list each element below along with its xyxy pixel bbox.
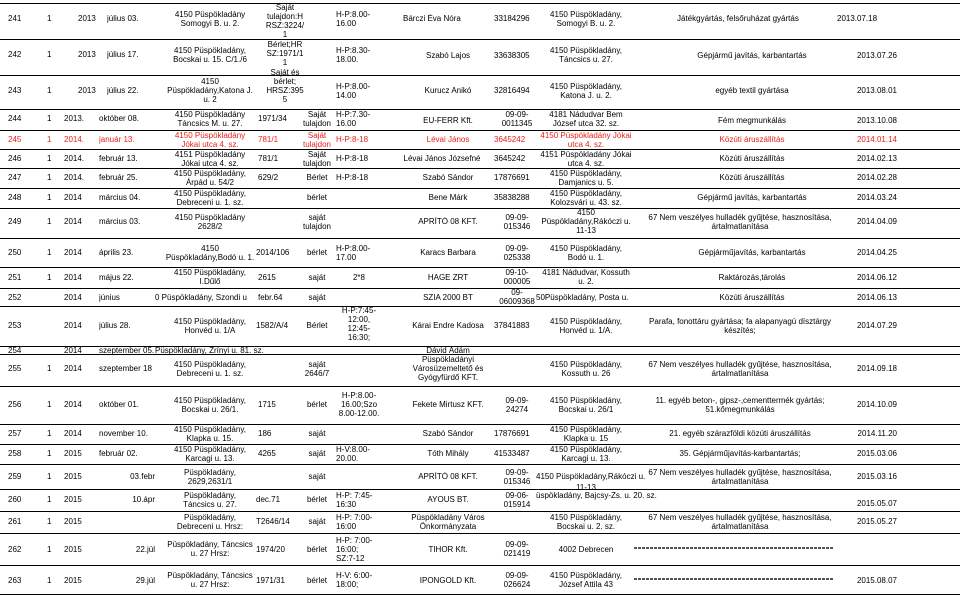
cell-r247-11: Közúti áruszállítás — [719, 173, 785, 182]
cell-r247-8: Szabó Sándor — [422, 173, 474, 182]
cell-r247-10: 4150 Püspökladány, Damjanics u. 5. — [550, 169, 622, 187]
cell-r253-4: 1582/A/4 — [256, 321, 289, 330]
cell-r246-11: Közúti áruszállítás — [719, 154, 785, 163]
cell-r255-0: 255 — [8, 364, 22, 373]
cell-r258-10: 4150 Püspökladány, Karcagi u. 13. — [550, 445, 622, 463]
cell-r250-4: 4150 Püspökladány,Bodó u. 1. — [165, 244, 255, 262]
cell-r252-5: saját — [308, 293, 326, 302]
cell-r245-6: Saját tulajdon — [302, 131, 332, 149]
cell-r242-9: 4150 Püspökladány, Táncsics u. 27. — [550, 46, 622, 64]
cell-r243-2: 2013 — [78, 86, 96, 95]
cell-r245-12: 2014.01.14 — [856, 135, 897, 144]
cell-r259-5: saját — [308, 472, 326, 481]
cell-r251-2: 2014 — [64, 273, 82, 282]
cell-r255-8: 67 Nem veszélyes hulladék gyűjtése, hasznosítása, ártalmatlanítása — [648, 360, 832, 378]
cell-r241-6: H-P:8.00- 16.00 — [336, 10, 371, 28]
cell-r252-8: 50Püspökladány, Posta u. — [536, 293, 629, 302]
row-divider — [0, 130, 960, 131]
cell-r258-7: H-V:8.00- 20.00. — [336, 445, 370, 463]
cell-r257-1: 1 — [47, 429, 52, 438]
cell-r252-1: 2014 — [64, 293, 82, 302]
cell-r260-7: H-P: 7:45- 16:30 — [336, 491, 373, 509]
cell-r244-8: EU-FERR Kft. — [423, 116, 473, 125]
cell-r249-0: 249 — [8, 217, 22, 226]
cell-r250-2: 2014 — [64, 248, 82, 257]
cell-r241-9: 4150 Püspökladány, Somogyi B. u. 2. — [550, 10, 622, 28]
cell-r250-11: Gépjárműjavítás, karbantartás — [698, 248, 806, 257]
cell-r251-6: saját — [308, 273, 326, 282]
cell-r241-2: 2013 — [78, 14, 96, 23]
cell-r258-6: saját — [308, 449, 326, 458]
cell-r263-3: 29.júl — [135, 576, 155, 585]
cell-r251-12: 2014.06.12 — [856, 273, 897, 282]
cell-r244-12: 2013.10.08 — [856, 116, 897, 125]
cell-r244-3: október 08. — [99, 114, 140, 123]
cell-r257-7: Szabó Sándor — [422, 429, 474, 438]
cell-r252-4: febr.64 — [258, 293, 283, 302]
row-divider — [0, 168, 960, 169]
cell-r247-3: február 25. — [99, 173, 138, 182]
cell-r251-4: 4150 Püspökladány, I.Dűlő — [174, 268, 246, 286]
cell-r248-6: Bene Márk — [428, 193, 468, 202]
cell-r256-5: 1715 — [258, 400, 276, 409]
row-divider — [0, 511, 960, 512]
cell-r241-10: Játékgyártás, felsőruházat gyártás — [677, 14, 799, 23]
cell-r263-6: bérlet — [306, 576, 327, 585]
cell-r246-3: február 13. — [99, 154, 138, 163]
cell-r248-3: március 04. — [99, 193, 141, 202]
tiny-note-note262 — [634, 547, 834, 549]
cell-r260-8: AYOUS BT. — [427, 495, 469, 504]
cell-r246-8: Lévai János Józsefné — [403, 154, 481, 163]
cell-r243-0: 243 — [8, 86, 22, 95]
cell-r250-8: Karacs Barbara — [420, 248, 476, 257]
cell-r253-8: 37841883 — [494, 321, 530, 330]
cell-r252-2: június — [99, 293, 120, 302]
cell-r261-6: H-P: 7:00- 16:00 — [336, 513, 373, 531]
cell-r251-1: 1 — [47, 273, 52, 282]
cell-r258-0: 258 — [8, 449, 22, 458]
cell-r243-5: Saját és bérlet; HRSZ:395 5 — [266, 68, 304, 104]
cell-r245-10: 4150 Püspökladány Jókai utca 4. sz. — [540, 131, 632, 149]
cell-r248-8: 4150 Püspökladány, Kolozsvári u. 43. sz. — [550, 189, 622, 207]
cell-r252-0: 252 — [8, 293, 22, 302]
cell-r263-5: 1971/31 — [256, 576, 285, 585]
cell-r259-0: 259 — [8, 472, 22, 481]
cell-r262-9: 09-09- 021419 — [503, 540, 531, 558]
cell-r259-9: 67 Nem veszélyes hulladék gyűjtése, hasznosítása, ártalmatlanítása — [648, 468, 832, 486]
cell-r257-11: 2014.11.20 — [857, 429, 897, 438]
cell-r256-4: 4150 Püspökladány, Bocskai u. 26/1. — [174, 396, 246, 414]
cell-r257-4: 4150 Püspökladány, Klapka u. 15. — [174, 425, 246, 443]
cell-r262-6: bérlet — [306, 545, 327, 554]
cell-r245-0: 245 — [8, 135, 22, 144]
cell-r263-9: 09-09- 026624 — [503, 571, 531, 589]
cell-r261-2: 2015 — [64, 517, 82, 526]
cell-r249-5: saját tulajdon — [302, 213, 332, 231]
cell-r244-0: 244 — [8, 114, 22, 123]
cell-r243-8: 32816494 — [494, 86, 530, 95]
cell-r253-5: Bérlet — [306, 321, 328, 330]
cell-r260-9: 09-06- 015914 — [503, 491, 531, 509]
cell-r241-4: 4150 Püspökladány Somogyi B. u. 2. — [174, 10, 246, 28]
cell-r242-4: 4150 Püspökladány, Bocskai u. 15. C/1./6 — [173, 46, 247, 64]
cell-r246-4: 4151 Püspökladány Jókai utca 4. sz. — [174, 150, 246, 168]
cell-r252-6: SZIA 2000 BT — [423, 293, 473, 302]
cell-r263-4: Püspökladány, Táncsics u. 27 Hrsz: — [167, 571, 253, 589]
cell-r251-8: HAGE ZRT — [427, 273, 469, 282]
row-divider — [0, 386, 960, 387]
cell-r258-3: február 02. — [99, 449, 138, 458]
cell-r242-7: Szabó Lajos — [425, 51, 471, 60]
row-divider — [0, 565, 960, 566]
cell-r251-7: 2*8 — [352, 273, 365, 282]
cell-r262-4: Püspökladány, Táncsics u. 27 Hrsz: — [167, 540, 253, 558]
cell-r260-2: 2015 — [64, 495, 82, 504]
cell-r255-6: Püspökladányi Városüzemeltető és Gyógyfürdő KFT. — [412, 355, 484, 382]
cell-r258-8: Tóth Mihály — [427, 449, 469, 458]
row-divider — [0, 75, 960, 76]
cell-r245-7: H-P:8-18 — [336, 135, 369, 144]
cell-r246-1: 1 — [47, 154, 52, 163]
cell-r248-2: 2014 — [64, 193, 82, 202]
cell-r249-2: 2014 — [64, 217, 82, 226]
cell-r255-1: 1 — [47, 364, 52, 373]
cell-r246-12: 2014.02.13 — [856, 154, 897, 163]
cell-r257-5: 186 — [258, 429, 272, 438]
row-divider — [0, 188, 960, 189]
cell-r259-8: 4150 Püspökladány,Rákóczi u. — [536, 472, 646, 481]
cell-r261-9: 67 Nem veszélyes hulladék gyűjtése, hasznosítása, ártalmatlanítása — [648, 513, 832, 531]
cell-r246-7: H-P:8-18 — [336, 154, 369, 163]
cell-r260-12: 2015.05.07 — [856, 499, 897, 508]
cell-r253-10: Parafa, fonottáru gyártása; fa alapanyagú dísztárgy készítés; — [649, 317, 831, 335]
cell-r247-5: 629/2 — [258, 173, 279, 182]
cell-r262-7: H-P: 7:00- 16:00; SZ:7-12 — [336, 536, 373, 563]
cell-r255-3: szeptember 18 — [99, 364, 152, 373]
cell-r251-9: 09-10- 000005 — [503, 268, 531, 286]
cell-r244-6: Saját tulajdon — [302, 110, 332, 128]
cell-r254-0: 254 — [8, 346, 22, 355]
cell-r246-5: 781/1 — [258, 154, 279, 163]
cell-r257-3: november 10. — [99, 429, 148, 438]
cell-r263-1: 1 — [47, 576, 52, 585]
cell-r255-2: 2014 — [64, 364, 82, 373]
cell-r250-1: 1 — [47, 248, 52, 257]
cell-r260-10: üspökladány, Bajcsy-Zs. u. 20. sz. — [536, 491, 657, 500]
cell-r245-11: Közúti áruszállítás — [719, 135, 785, 144]
cell-r242-10: Gépjármű javítás, karbantartás — [697, 51, 807, 60]
cell-r258-4: 4150 Püspökladány, Karcagi u. 13. — [174, 445, 246, 463]
cell-r245-2: 2014. — [64, 135, 85, 144]
cell-r254-1: 2014 — [64, 346, 82, 355]
row-divider — [0, 39, 960, 40]
cell-r242-3: július 17. — [107, 50, 139, 59]
cell-r260-5: dec.71 — [256, 495, 281, 504]
cell-r250-5: 2014/106 — [256, 248, 290, 257]
cell-r260-4: Püspökladány, Táncsics u. 27. — [183, 491, 237, 509]
cell-r244-5: 1971/34 — [258, 114, 287, 123]
cell-r248-5: bérlet — [306, 193, 327, 202]
cell-r258-5: 4265 — [258, 449, 276, 458]
row-divider — [0, 424, 960, 425]
cell-r248-4: 4150 Püspökladány, Debreceni u. 1. sz. — [174, 189, 246, 207]
cell-r243-6: H-P:8.00- 14.00 — [336, 82, 371, 100]
cell-r260-11: 11-13 — [576, 483, 596, 492]
cell-r260-3: 10.ápr — [132, 495, 155, 504]
cell-r261-3: Püspökladány, Debreceni u. Hrsz: — [176, 513, 244, 531]
cell-r262-1: 1 — [47, 545, 52, 554]
row-divider — [0, 238, 960, 239]
cell-r263-2: 2015 — [64, 576, 82, 585]
cell-r256-6: bérlet — [306, 400, 327, 409]
cell-r256-7: H-P:8.00- 16.00;Szo 8.00-12.00. — [338, 391, 380, 418]
row-divider — [0, 489, 960, 490]
cell-r247-2: 2014. — [64, 173, 85, 182]
cell-r251-3: május 22. — [99, 273, 134, 282]
cell-r245-1: 1 — [47, 135, 52, 144]
cell-r262-5: 1974/20 — [256, 545, 285, 554]
cell-r245-8: Lévai János — [426, 135, 470, 144]
cell-r257-8: 17876691 — [494, 429, 530, 438]
cell-r263-7: H-V: 6:00- 18:00; — [336, 571, 373, 589]
cell-r261-5: saját — [308, 517, 326, 526]
cell-r254-3: Püspökladány, Zrínyi u. 81. sz. — [155, 346, 264, 355]
cell-r262-3: 22.júl — [135, 545, 155, 554]
cell-r259-1: 1 — [47, 472, 52, 481]
cell-r248-1: 1 — [47, 193, 52, 202]
cell-r241-7: Bárczi Éva Nóra — [403, 14, 461, 23]
cell-r252-10: 2014.06.13 — [856, 293, 897, 302]
cell-r250-9: 09-09- 025338 — [503, 244, 531, 262]
cell-r249-1: 1 — [47, 217, 52, 226]
cell-r241-3: július 03. — [107, 14, 139, 23]
cell-r248-9: Gépjármű javítás, karbantartás — [697, 193, 807, 202]
row-divider — [0, 444, 960, 445]
cell-r250-6: bérlet — [306, 248, 327, 257]
cell-r262-0: 262 — [8, 545, 22, 554]
cell-r250-0: 250 — [8, 248, 22, 257]
cell-r245-4: 4150 Püspökladány Jókai utca 4. sz. — [174, 131, 246, 149]
cell-r256-9: 09-09- 24274 — [505, 396, 529, 414]
cell-r262-10: 4002 Debrecen — [558, 545, 614, 554]
cell-r256-10: 4150 Püspökladány, Bocskai u. 26/1 — [550, 396, 622, 414]
cell-r241-11: 2013.07.18 — [837, 14, 878, 23]
cell-r263-10: 4150 Püspökladány, József Attila 43 — [550, 571, 622, 589]
cell-r247-4: 4150 Püspökladány, Árpád u. 54/2 — [174, 169, 246, 187]
cell-r252-9: Közúti áruszállítás — [719, 293, 785, 302]
cell-r243-3: július 22. — [107, 86, 139, 95]
row-divider — [0, 267, 960, 268]
cell-r253-2: július 28. — [99, 321, 131, 330]
cell-r259-7: 09-09- 015346 — [503, 468, 531, 486]
cell-r251-11: Raktározás,tárolás — [718, 273, 786, 282]
cell-r248-7: 35838288 — [494, 193, 530, 202]
cell-r247-0: 247 — [8, 173, 22, 182]
cell-r244-4: 4150 Püspökladány Táncsics M. u. 27. — [174, 110, 246, 128]
cell-r243-10: egyéb textil gyártása — [715, 86, 789, 95]
cell-r249-9: 67 Nem veszélyes hulladék gyűjtése, hasznosítása, ártalmatlanítása — [648, 213, 832, 231]
row-divider — [0, 109, 960, 110]
cell-r247-7: H-P:8-18 — [336, 173, 369, 182]
cell-r256-2: 2014 — [64, 400, 82, 409]
cell-r249-3: március 03. — [99, 217, 141, 226]
cell-r255-4: 4150 Püspökladány, Debreceni u. 1. sz. — [174, 360, 246, 378]
cell-r246-0: 246 — [8, 154, 22, 163]
row-divider — [0, 464, 960, 465]
cell-r255-5: saját 2646/7 — [304, 360, 330, 378]
cell-r256-8: Fekete Mirtusz KFT. — [412, 400, 484, 409]
cell-r250-10: 4150 Püspökladány, Bodó u. 1. — [550, 244, 622, 262]
cell-r261-10: 2015.05.27 — [856, 517, 897, 526]
row-divider — [0, 208, 960, 209]
cell-r242-6: H-P:8.30- 18.00. — [336, 46, 371, 64]
cell-r252-3: 0 Püspökladány, Szondi u — [155, 293, 247, 302]
cell-r258-1: 1 — [47, 449, 52, 458]
cell-r258-2: 2015 — [64, 449, 82, 458]
cell-r257-2: 2014 — [64, 429, 82, 438]
cell-r247-9: 17876691 — [494, 173, 530, 182]
cell-r253-11: 2014.07.29 — [856, 321, 897, 330]
cell-r242-2: 2013 — [78, 50, 96, 59]
cell-r245-5: 781/1 — [258, 135, 279, 144]
cell-r251-5: 2615 — [258, 273, 276, 282]
tiny-note-note263 — [634, 578, 834, 580]
cell-r253-3: 4150 Püspökladány, Honvéd u. 1/A — [174, 317, 246, 335]
cell-r247-1: 1 — [47, 173, 52, 182]
cell-r242-1: 1 — [47, 50, 52, 59]
cell-r255-9: 2014.09.18 — [856, 364, 897, 373]
row-divider — [0, 533, 960, 534]
cell-r248-10: 2014.03.24 — [856, 193, 897, 202]
cell-r262-8: TIHOR Kft. — [428, 545, 468, 554]
cell-r258-11: 35. Gépjárműjavítás-karbantartás; — [679, 449, 801, 458]
cell-r262-2: 2015 — [64, 545, 82, 554]
cell-r259-2: 2015 — [64, 472, 82, 481]
cell-r252-7: 09- 06009368 — [499, 288, 535, 306]
cell-r249-10: 2014.04.09 — [856, 217, 897, 226]
cell-r241-8: 33184296 — [494, 14, 530, 23]
cell-r244-10: 4181 Nádudvar Bem József utca 32. sz. — [549, 110, 623, 128]
cell-r256-0: 256 — [8, 400, 22, 409]
cell-r243-7: Kurucz Anikó — [424, 86, 472, 95]
cell-r253-9: 4150 Püspökladány, Honvéd u. 1/A. — [550, 317, 622, 335]
cell-r263-11: 2015.08.07 — [856, 576, 897, 585]
cell-r260-6: bérlet — [306, 495, 327, 504]
cell-r244-9: 09-09- 0011345 — [501, 110, 533, 128]
cell-r257-6: saját — [308, 429, 326, 438]
cell-r241-5: Saját tulajdon:H RSZ:3224/ 1 — [265, 3, 305, 39]
cell-r244-1: 1 — [47, 114, 52, 123]
cell-r253-7: Kárai Endre Kadosa — [412, 321, 484, 330]
cell-r242-0: 242 — [8, 50, 22, 59]
cell-r253-0: 253 — [8, 321, 22, 330]
cell-r249-7: 09-09- 015346 — [503, 213, 531, 231]
cell-r246-9: 3645242 — [494, 154, 526, 163]
cell-r261-7: Püspökladány Város Önkormányzata — [411, 513, 485, 531]
cell-r253-1: 2014 — [64, 321, 82, 330]
cell-r241-0: 241 — [8, 14, 22, 23]
cell-r251-10: 4181 Nádudvar, Kossuth u. 2. — [542, 268, 630, 286]
cell-r249-6: APRÍTÓ 08 KFT. — [418, 217, 478, 226]
cell-r250-12: 2014.04.25 — [856, 248, 897, 257]
cell-r243-1: 1 — [47, 86, 52, 95]
cell-r256-1: 1 — [47, 400, 52, 409]
cell-r259-6: APRÍTÓ 08 KFT. — [418, 472, 478, 481]
cell-r242-8: 33638305 — [494, 51, 530, 60]
cell-r263-8: IPONGOLD Kft. — [419, 576, 477, 585]
cell-r246-10: 4151 Püspökladány Jókai utca 4. sz. — [540, 150, 632, 168]
cell-r257-9: 4150 Püspökladány, Klapka u. 15 — [550, 425, 622, 443]
cell-r256-11: 11. egyéb beton-, gipsz-,cementtermék gyártás; 51.kőmegmunkálás — [655, 396, 825, 414]
row-divider — [0, 3, 960, 4]
cell-r256-12: 2014.10.09 — [856, 400, 897, 409]
cell-r247-6: Bérlet — [306, 173, 328, 182]
cell-r259-3: 03.febr — [130, 472, 155, 481]
cell-r256-3: október 01. — [99, 400, 140, 409]
row-divider — [0, 149, 960, 150]
cell-r254-4: Dávid Ádám — [426, 346, 470, 355]
cell-r249-8: 4150 Püspökladány,Rákóczi u. 11-13 — [541, 208, 631, 235]
cell-r244-7: H-P:7.30- 16.00 — [336, 110, 371, 128]
cell-r245-3: január 13. — [99, 135, 135, 144]
cell-r251-0: 251 — [8, 273, 22, 282]
cell-r261-8: 4150 Püspökladány, Bocskai u. 2. sz. — [550, 513, 622, 531]
cell-r257-0: 257 — [8, 429, 22, 438]
cell-r246-6: Saját tulajdon — [302, 150, 332, 168]
cell-r261-4: T2646/14 — [256, 517, 290, 526]
row-divider — [0, 288, 960, 289]
cell-r247-12: 2014.02.28 — [856, 173, 897, 182]
cell-r259-10: 2015.03.16 — [856, 472, 897, 481]
cell-r261-0: 261 — [8, 517, 22, 526]
cell-r261-1: 1 — [47, 517, 52, 526]
cell-r259-4: Püspökladány, 2629,2631/1 — [184, 468, 236, 486]
cell-r258-9: 41533487 — [494, 449, 530, 458]
cell-r248-0: 248 — [8, 193, 22, 202]
cell-r242-5: Bérlet;HR SZ:1971/1 1 — [266, 40, 304, 67]
cell-r241-1: 1 — [47, 14, 52, 23]
cell-r242-11: 2013.07.26 — [856, 51, 897, 60]
cell-r246-2: 2014. — [64, 154, 85, 163]
cell-r258-12: 2015.03.06 — [856, 449, 897, 458]
cell-r249-4: 4150 Püspökladány 2628/2 — [174, 213, 246, 231]
cell-r250-3: április 23. — [99, 248, 134, 257]
cell-r260-0: 260 — [8, 495, 22, 504]
cell-r243-11: 2013.08.01 — [856, 86, 897, 95]
row-divider — [0, 306, 960, 307]
cell-r243-4: 4150 Püspökladány,Katona J. u. 2 — [167, 77, 253, 104]
cell-r263-0: 263 — [8, 576, 22, 585]
cell-r254-2: szeptember 05. — [99, 346, 155, 355]
cell-r244-11: Fém megmunkálás — [717, 116, 787, 125]
cell-r250-7: H-P:8.00- 17.00 — [336, 244, 371, 262]
cell-r260-1: 1 — [47, 495, 52, 504]
cell-r253-6: H-P:7:45- 12:00, 12:45- 16:30; — [341, 306, 377, 342]
cell-r255-7: 4150 Püspökladány, Kossuth u. 26 — [550, 360, 622, 378]
cell-r244-2: 2013. — [64, 114, 85, 123]
cell-r245-9: 3645242 — [494, 135, 526, 144]
cell-r257-10: 21. egyéb szárazföldi közúti áruszállítás — [669, 429, 811, 438]
cell-r243-9: 4150 Püspökladány, Katona J. u. 2. — [550, 82, 622, 100]
